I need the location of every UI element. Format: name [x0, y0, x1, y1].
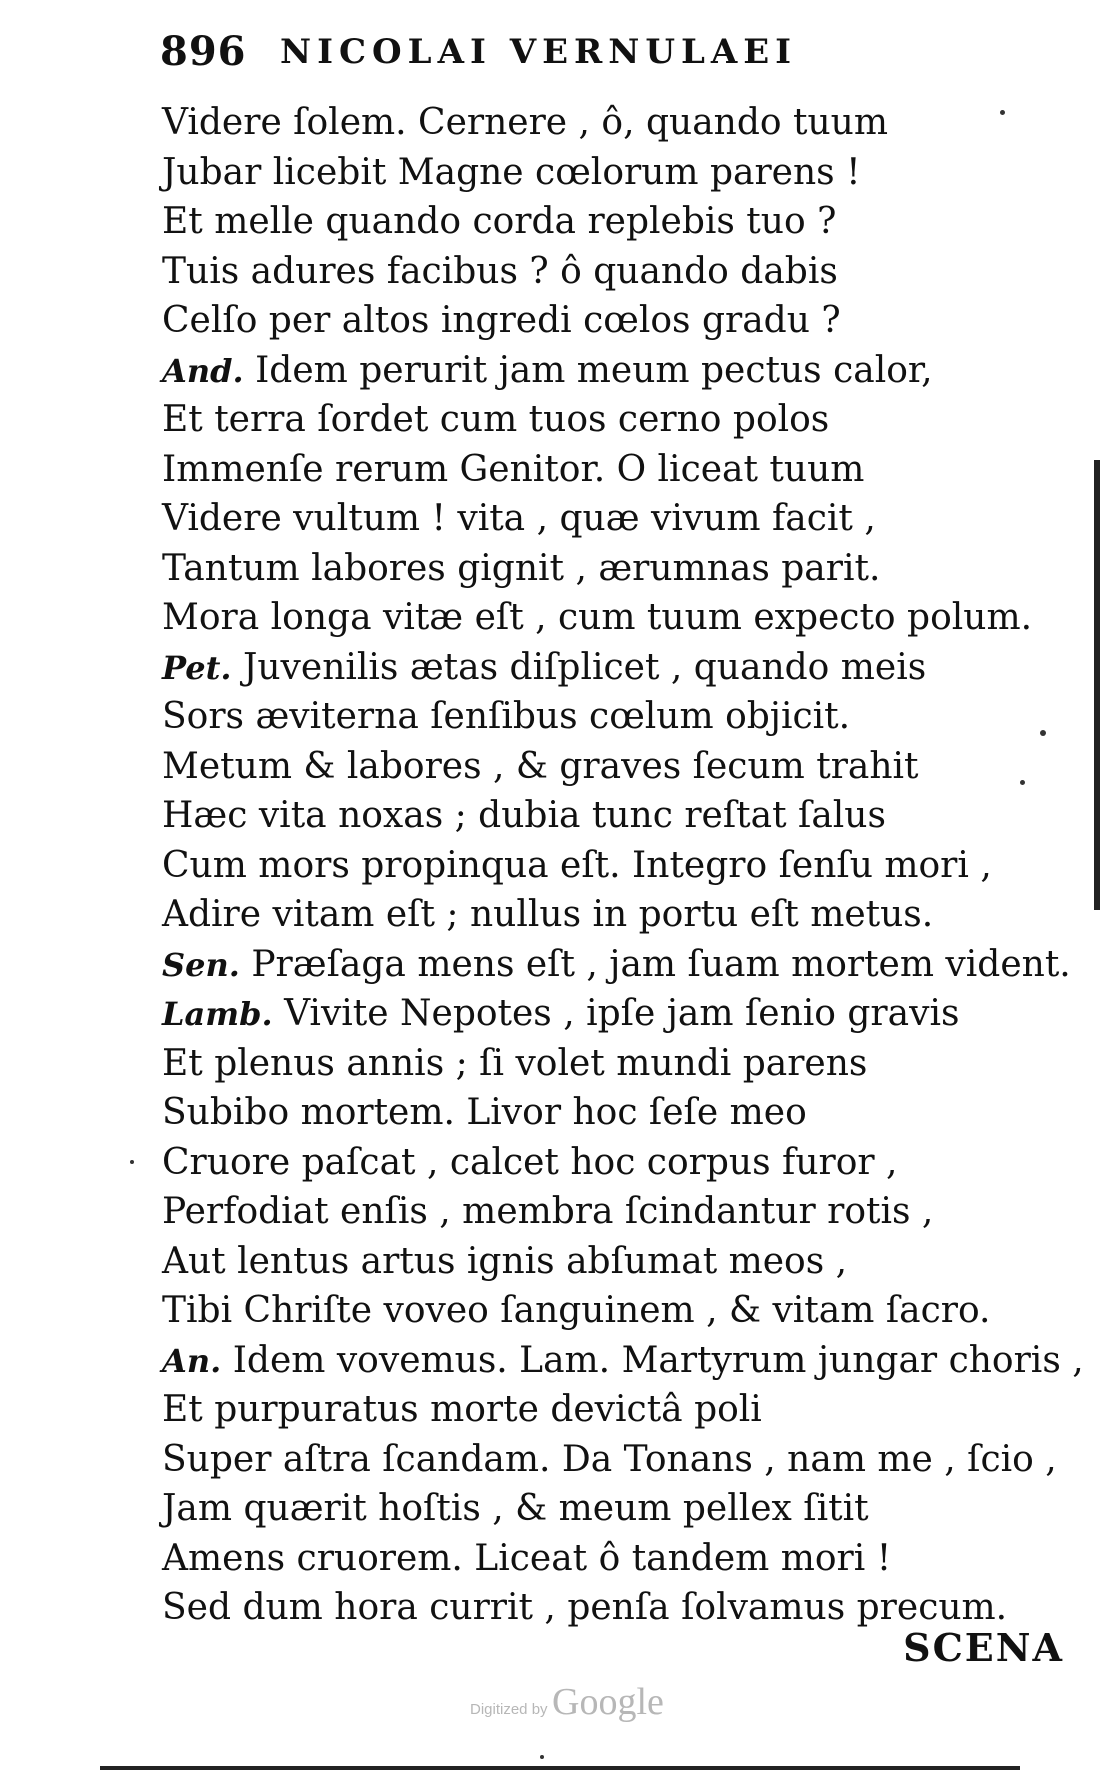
verse-line [162, 395, 1082, 445]
verse-line [162, 247, 1082, 297]
verse-text: Vivite Nepotes , ipſe jam ſenio gravis [284, 993, 960, 1034]
verse-line [162, 742, 1082, 792]
verse-text: Et purpuratus morte devictâ poli [162, 1389, 762, 1430]
verse-text: Jam quærit hoſtis , & meum pellex ſitit [162, 1488, 869, 1529]
verse-line [162, 643, 1082, 693]
verse-line [162, 791, 1082, 841]
verse-line [162, 989, 1082, 1039]
verse-text: Metum & labores , & graves ſecum trahit [162, 745, 919, 787]
verse-line [162, 692, 1082, 742]
ink-speck [130, 1160, 134, 1164]
verse-text: Tuis adures facibus ? ô quando dabis [162, 250, 838, 292]
verse-line [162, 1534, 1082, 1584]
page-edge-shadow [1094, 460, 1100, 910]
verse-text: Et plenus annis ; ſi volet mundi parens [162, 1042, 868, 1084]
speaker-name: Lamb. [162, 995, 273, 1033]
verse-text: Sed dum hora currit , penſa ſolvamus precum. [162, 1587, 1008, 1628]
verse-text: Et melle quando corda replebis tuo ? [162, 201, 837, 242]
verse-text: Præſaga mens eſt , jam ſuam mortem vident. [251, 943, 1071, 985]
ink-speck [1020, 780, 1025, 785]
verse-line [162, 1237, 1082, 1287]
verse-text: Hæc vita noxas ; dubia tunc reſtat ſalus [162, 795, 886, 836]
verse-text: Idem vovemus. Lam. Martyrum jungar choris , [232, 1339, 1084, 1381]
verse-line [162, 1039, 1082, 1089]
verse-text: Jubar licebit Magne cœlorum parens ! [162, 151, 861, 193]
digitization-watermark [470, 1680, 664, 1724]
verse-block [162, 98, 1082, 1633]
verse-text: Immenſe rerum Genitor. O liceat tuum [162, 448, 865, 490]
page-header [160, 28, 940, 84]
verse-line [162, 1385, 1082, 1435]
verse-text: Et terra ſordet cum tuos cerno polos [162, 399, 830, 440]
page-bottom-edge [100, 1766, 1020, 1770]
verse-line [162, 1286, 1082, 1336]
watermark-brand: Google [552, 1681, 664, 1723]
verse-text: Aut lentus artus ignis abſumat meos , [162, 1240, 848, 1282]
verse-text: Subibo mortem. Livor hoc ſeſe meo [162, 1092, 807, 1133]
verse-line [162, 1138, 1082, 1188]
verse-text: Perfodiat enſis , membra ſcindantur rotis , [162, 1191, 934, 1232]
verse-line [162, 197, 1082, 247]
verse-text: Videre ſolem. Cernere , ô, quando tuum [162, 102, 888, 143]
verse-text: Amens cruorem. Liceat ô tandem mori ! [162, 1537, 892, 1579]
verse-line [162, 1484, 1082, 1534]
verse-line [162, 593, 1082, 643]
ink-speck [540, 1755, 544, 1759]
verse-text: Celſo per altos ingredi cœlos gradu ? [162, 300, 841, 341]
verse-line [162, 890, 1082, 940]
verse-line [162, 445, 1082, 495]
verse-text: Tantum labores gignit , ærumnas parit. [162, 547, 881, 589]
speaker-name: And. [162, 351, 244, 390]
verse-text: Idem perurit jam meum pectus calor, [255, 349, 933, 391]
verse-line [162, 148, 1082, 198]
verse-line [162, 1336, 1082, 1386]
ink-speck [1000, 110, 1005, 115]
verse-line [162, 296, 1082, 346]
verse-line [162, 940, 1082, 990]
verse-line [162, 494, 1082, 544]
verse-line [162, 1187, 1082, 1237]
verse-text: Tibi Chriſte voveo ſanguinem , & vitam ſacro. [162, 1290, 991, 1331]
verse-line [162, 841, 1082, 891]
ink-speck [1040, 730, 1046, 736]
running-head: NICOLAI VERNULAEI [280, 32, 798, 72]
page-number: 896 [160, 28, 247, 75]
verse-text: Cum mors propinqua eſt. Integro ſenſu mori , [162, 844, 992, 886]
speaker-name: An. [162, 1341, 222, 1380]
watermark-prefix: Digitized by [470, 1701, 548, 1718]
speaker-name: Sen. [162, 945, 240, 984]
verse-text: Super aſtra ſcandam. Da Tonans , nam me , ſcio , [162, 1438, 1057, 1480]
verse-line [162, 1435, 1082, 1485]
verse-line [162, 98, 1082, 148]
verse-line [162, 346, 1082, 396]
verse-line [162, 1088, 1082, 1138]
speaker-name: Pet. [162, 648, 232, 687]
verse-text: Cruore paſcat , calcet hoc corpus furor , [162, 1141, 898, 1183]
verse-text: Adire vitam eſt ; nullus in portu eſt metus. [162, 894, 934, 935]
verse-text: Sors æviterna ſenſibus cœlum objicit. [162, 696, 851, 737]
verse-text: Videre vultum ! vita , quæ vivum facit , [162, 498, 876, 539]
verse-line [162, 544, 1082, 594]
verse-text: Juvenilis ætas diſplicet , quando meis [242, 646, 927, 688]
verse-text: Mora longa vitæ eſt , cum tuum expecto polum. [162, 597, 1033, 638]
catchword: SCENA [903, 1625, 1064, 1670]
